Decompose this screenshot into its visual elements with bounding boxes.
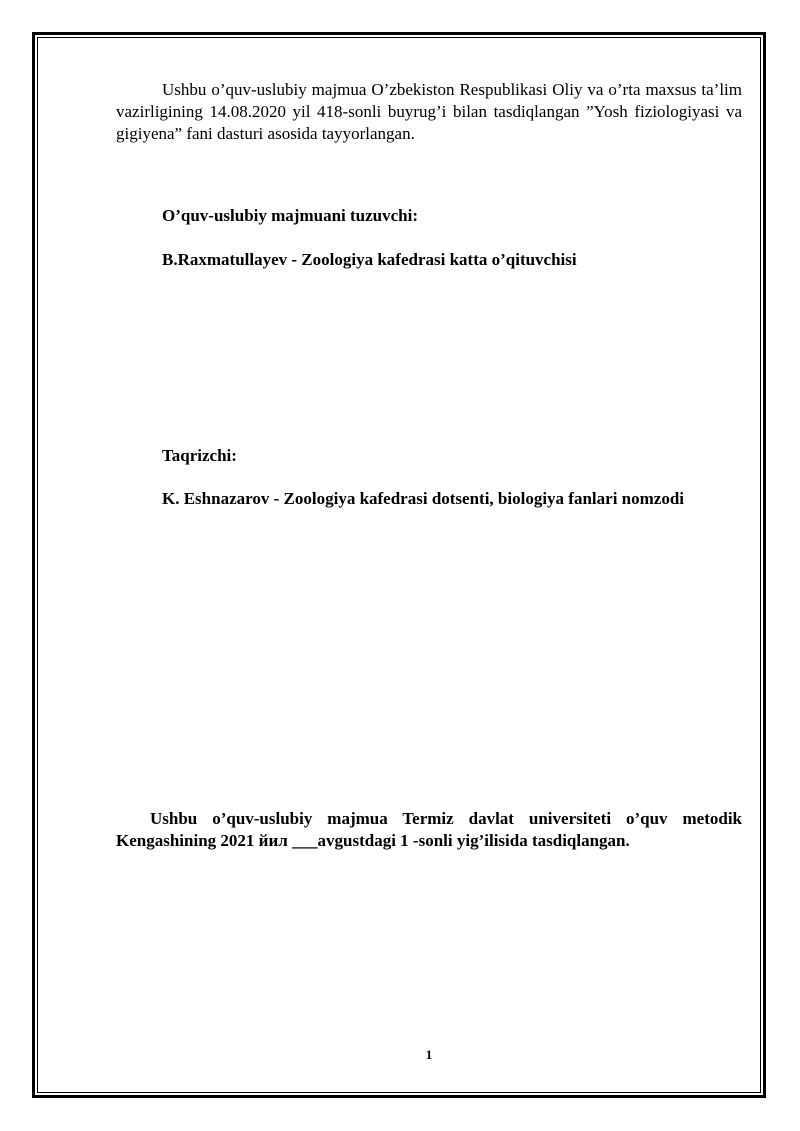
- page-border-inner: [37, 37, 761, 1093]
- intro-paragraph: Ushbu o’quv-uslubiy majmua O’zbekiston Respublikasi Oliy va o’rta maxsus ta’lim vazirligining 14.08.2020 yil 418-sonli buyrug’i bilan tasdiqlangan ”Yosh fiziologiyasi va gigiyena” fani dasturi asosida tayyorlangan.: [116, 80, 742, 143]
- reviewer-person: K. Eshnazarov - Zoologiya kafedrasi dotsenti, biologiya fanlari nomzodi: [162, 489, 685, 508]
- compiler-heading: O’quv-uslubiy majmuani tuzuvchi:: [162, 206, 418, 225]
- reviewer-heading: Taqrizchi:: [162, 446, 237, 465]
- approval-paragraph: Ushbu o’quv-uslubiy majmua Termiz davlat universiteti o’quv metodik Kengashining 2021 йил ___avgustdagi 1 -sonli yig’ilisida tasdiqlangan.: [116, 809, 742, 850]
- compiler-person: B.Raxmatullayev - Zoologiya kafedrasi katta o’qituvchisi: [162, 250, 577, 269]
- page-number: 1: [425, 1047, 433, 1062]
